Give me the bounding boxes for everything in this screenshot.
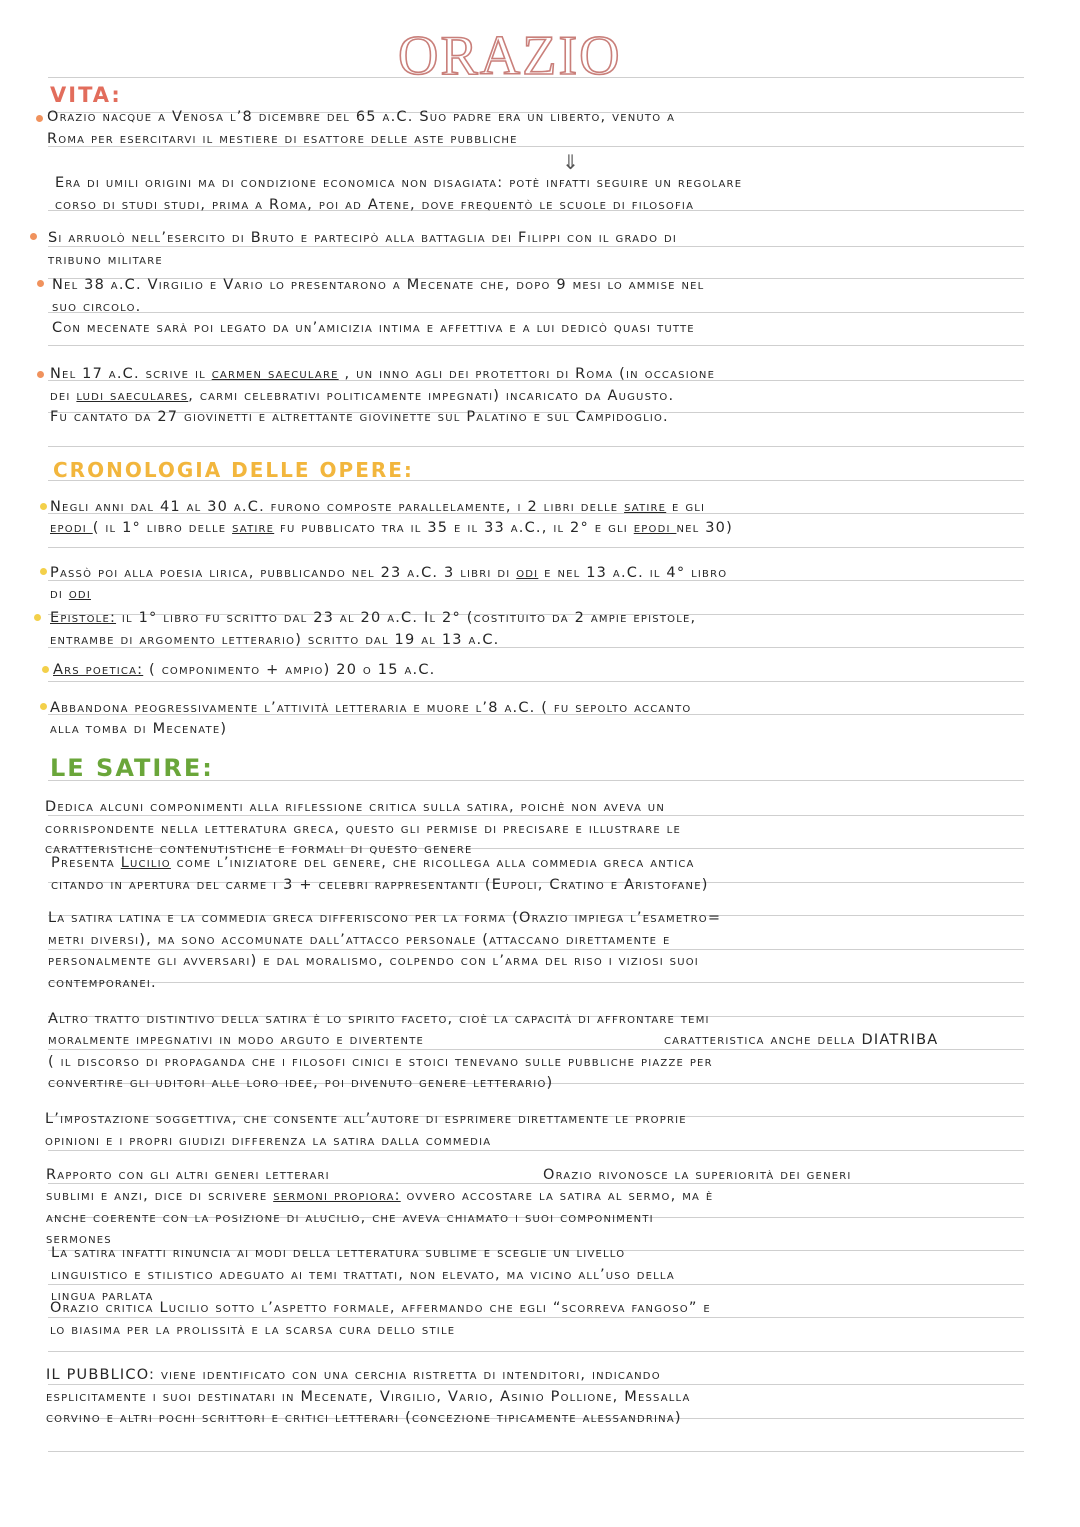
bullet-dot xyxy=(40,703,47,710)
vita-line: suo circolo. xyxy=(52,299,142,315)
satire-line: Altro tratto distintivo della satira è lo spirito faceto, cioè la capacità di affrontare temi xyxy=(48,1011,710,1027)
cronologia-line: Passò poi alla poesia lirica, pubblicando nel 23 a.C. 3 libri di odi e nel 13 a.C. il 4° libro xyxy=(50,565,728,581)
cronologia-line: epodi ( il 1° libro delle satire fu pubblicato tra il 35 e il 33 a.C., il 2° e gli epodi nel 30) xyxy=(50,520,733,536)
ruled-line xyxy=(48,1451,1024,1452)
page-title: ORAZIO xyxy=(398,25,622,87)
satire-line: IL PUBBLICO: viene identificato con una cerchia ristretta di intenditori, indicando xyxy=(46,1367,661,1383)
satire-line: La satira infatti rinuncia ai modi della letteratura sublime e sceglie un livello xyxy=(51,1245,626,1261)
bullet-dot xyxy=(37,371,44,378)
vita-line: Roma per esercitarvi il mestiere di esattore delle aste pubbliche xyxy=(47,131,518,147)
satire-line: La satira latina e la commedia greca differiscono per la forma (Orazio impiega l’esametro= xyxy=(48,910,722,926)
satire-line: anche coerente con la posizione di alucilio, che aveva chiamato i suoi componimenti xyxy=(46,1210,654,1226)
cronologia-line: alla tomba di Mecenate) xyxy=(50,721,228,737)
ruled-line xyxy=(48,982,1024,983)
bullet-dot xyxy=(36,115,43,122)
satire-line: caratteristica anche della DIATRIBA xyxy=(664,1032,939,1048)
ruled-line xyxy=(48,312,1024,313)
cronologia-line: Epistole: il 1° libro fu scritto dal 23 al 20 a.C. Il 2° (costituito da 2 ampie epistole, xyxy=(50,610,697,626)
ruled-line xyxy=(48,1351,1024,1352)
satire-line: linguistico e stilistico adeguato ai temi trattati, non elevato, ma vicino all’uso della xyxy=(51,1267,675,1283)
bullet-dot xyxy=(37,280,44,287)
bullet-dot xyxy=(40,568,47,575)
vita-line: Fu cantato da 27 giovinetti e altrettante giovinette sul Palatino e sul Campidoglio. xyxy=(50,409,669,425)
vita-line: Nel 38 a.C. Virgilio e Vario lo presentarono a Mecenate che, dopo 9 mesi lo ammise nel xyxy=(52,277,705,293)
satire-line: lingua parlata xyxy=(51,1288,154,1304)
satire-line: Dedica alcuni componimenti alla riflessione critica sulla satira, poichè non aveva un xyxy=(45,799,665,815)
vita-line: Si arruolò nell’esercito di Bruto e partecipò alla battaglia dei Filippi con il grado di xyxy=(48,230,678,246)
satire-line: corrispondente nella letteratura greca, questo gli permise di precisare e illustrare le xyxy=(45,821,681,837)
section-heading-vita: VITA: xyxy=(50,83,122,107)
satire-line: L’impostazione soggettiva, che consente all’autore di esprimere direttamente le proprie xyxy=(45,1111,687,1127)
vita-line: corso di studi studi, prima a Roma, poi ad Atene, dove frequentò le scuole di filosofia xyxy=(55,197,695,213)
down-arrow-icon: ⇓ xyxy=(562,150,579,174)
section-heading-satire: LE SATIRE: xyxy=(50,754,214,782)
cronologia-line: Abbandona peogressivamente l’attività letteraria e muore l’8 a.C. ( fu sepolto accanto xyxy=(50,700,692,716)
vita-line: Nel 17 a.C. scrive il carmen saeculare , un inno agli dei protettori di Roma (in occasione xyxy=(50,366,716,382)
satire-line: Orazio critica Lucilio sotto l’aspetto formale, affermando che egli “scorreva fangoso” e xyxy=(50,1300,711,1316)
satire-line: metri diversi), ma sono accomunate dall’attacco personale (attaccano direttamente e xyxy=(48,932,671,948)
bullet-dot xyxy=(40,503,47,510)
vita-line: tribuno militare xyxy=(48,252,163,268)
satire-line: Presenta Lucilio come l’iniziatore del genere, che ricollega alla commedia greca antica xyxy=(51,855,695,871)
satire-line: esplicitamente i suoi destinatari in Mecenate, Virgilio, Vario, Asinio Pollione, Messalla xyxy=(46,1389,691,1405)
satire-line: moralmente impegnativi in modo arguto e divertente xyxy=(48,1032,425,1048)
bullet-dot xyxy=(30,233,37,240)
satire-line: opinioni e i propri giudizi differenza la satira dalla commedia xyxy=(45,1133,492,1149)
bullet-dot xyxy=(42,666,49,673)
ruled-line xyxy=(48,446,1024,447)
satire-line: caratteristiche contenutistiche e formali di questo genere xyxy=(45,841,473,857)
satire-line: corvino e altri pochi scrittori e critici letterari (concezione tipicamente alessandrina) xyxy=(46,1410,682,1426)
satire-line: ( il discorso di propaganda che i filosofi cinici e stoici tenevano sulle pubbliche piazze per xyxy=(48,1054,713,1070)
cronologia-line: Ars poetica: ( componimento + ampio) 20 o 15 a.C. xyxy=(53,662,436,678)
ruled-line xyxy=(48,547,1024,548)
satire-line: Rapporto con gli altri generi letterari xyxy=(46,1167,330,1183)
bullet-dot xyxy=(34,614,41,621)
cronologia-line: entrambe di argomento letterario) scritto dal 19 al 13 a.C. xyxy=(50,632,500,648)
cronologia-line: di odi xyxy=(50,586,91,602)
vita-line: Era di umili origini ma di condizione economica non disagiata: potè infatti seguire un regolare xyxy=(55,175,743,191)
satire-line: Orazio rivonosce la superiorità dei generi xyxy=(543,1167,852,1183)
satire-line: personalmente gli avversari) e dal moralismo, colpendo con l’arma del riso i viziosi suoi xyxy=(48,953,699,969)
section-heading-cronologia: CRONOLOGIA DELLE OPERE: xyxy=(53,458,414,482)
vita-line: Orazio nacque a Venosa l’8 dicembre del 65 a.C. Suo padre era un liberto, venuto a xyxy=(47,109,676,125)
vita-line: Con mecenate sarà poi legato da un’amicizia intima e affettiva e a lui dedicò quasi tutte xyxy=(52,320,695,336)
satire-line: citando in apertura del carme i 3 + celebri rappresentanti (Eupoli, Cratino e Aristofane) xyxy=(51,877,709,893)
satire-line: convertire gli uditori alle loro idee, poi divenuto genere letterario) xyxy=(48,1075,554,1091)
ruled-line xyxy=(48,345,1024,346)
satire-line: lo biasima per la prolissità e la scarsa cura dello stile xyxy=(50,1322,456,1338)
cronologia-line: Negli anni dal 41 al 30 a.C. furono composte parallelamente, i 2 libri delle satire e gli xyxy=(50,499,706,515)
satire-line: sermones xyxy=(46,1231,112,1247)
satire-line: sublimi e anzi, dice di scrivere sermoni propiora: ovvero accostare la satira al sermo, ma è xyxy=(46,1188,714,1204)
vita-line: dei ludi saeculares, carmi celebrativi politicamente impegnati) incaricato da Augusto. xyxy=(50,388,675,404)
satire-line: contemporanei. xyxy=(48,975,157,991)
